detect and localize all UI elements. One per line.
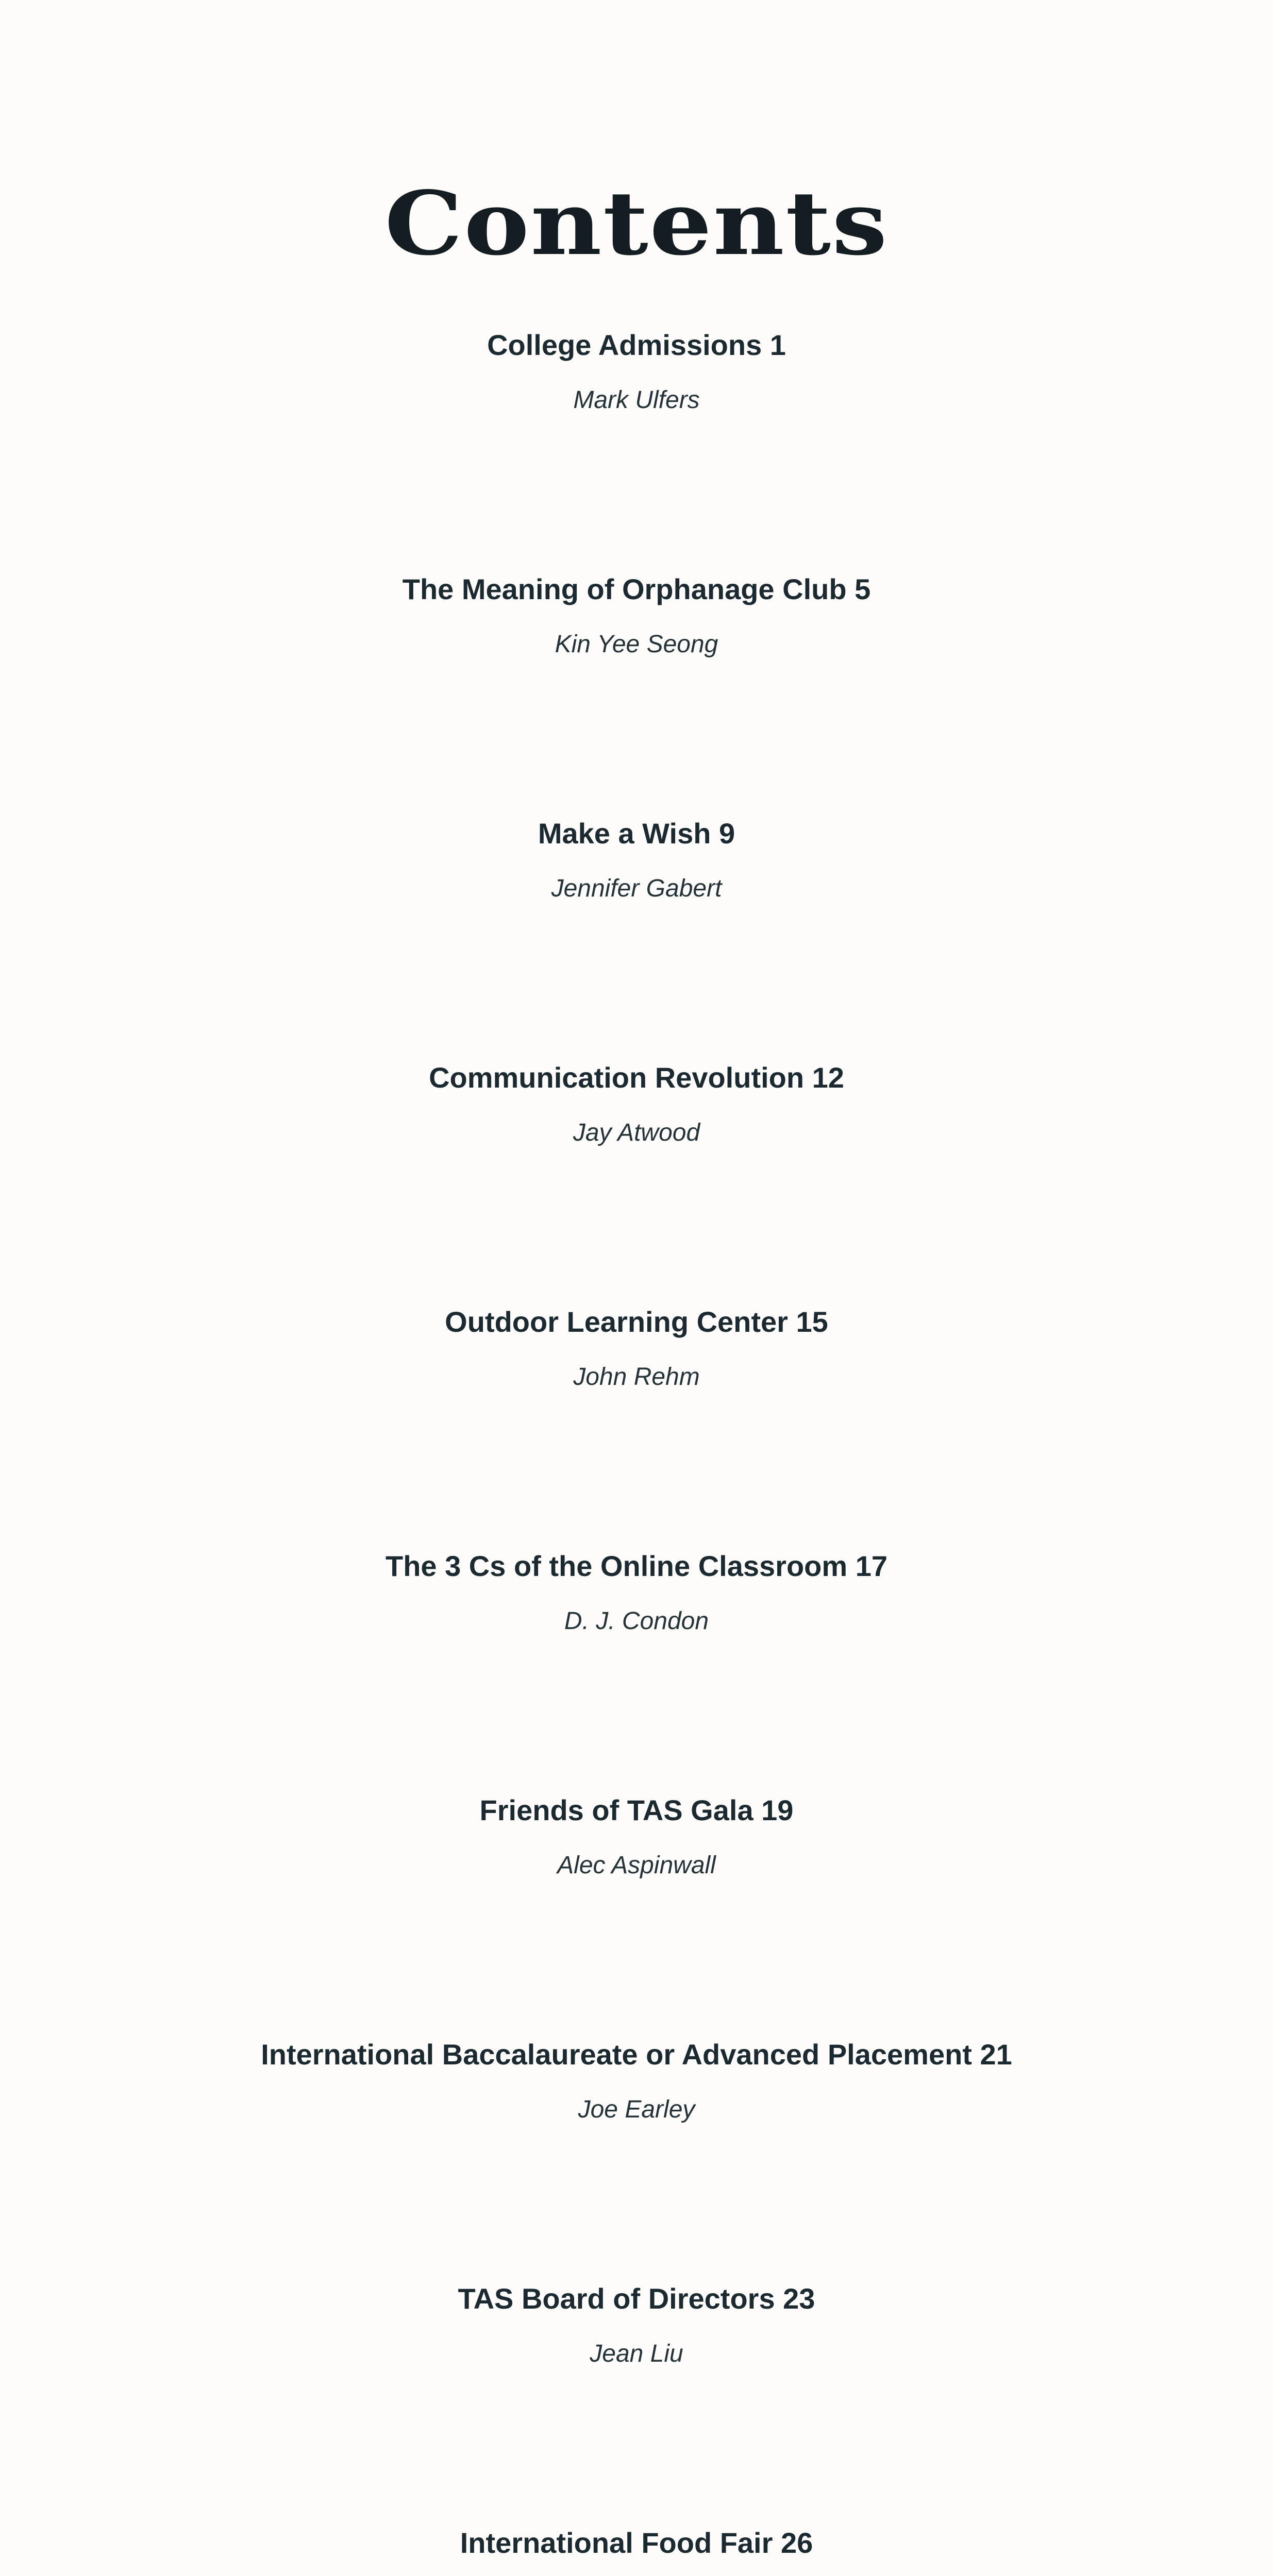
toc-entry-author: Joe Earley (578, 2096, 695, 2123)
toc-entry (0, 322, 1273, 566)
table-of-contents (0, 322, 1273, 2576)
toc-entry (0, 1543, 1273, 1787)
toc-entry-title: The 3 Cs of the Online Classroom 17 (385, 1550, 887, 1582)
toc-entry (0, 2520, 1273, 2576)
toc-entry-author: John Rehm (573, 1363, 700, 1391)
toc-entry-title: International Food Fair 26 (460, 2527, 813, 2559)
toc-entry-title: Communication Revolution 12 (429, 1061, 844, 1094)
toc-entry-title: TAS Board of Directors 23 (458, 2282, 815, 2315)
toc-entry-title: International Baccalaureate or Advanced Placement 21 (261, 2038, 1012, 2071)
toc-entry-title: College Admissions 1 (487, 329, 786, 361)
toc-entry-author: D. J. Condon (564, 1607, 709, 1635)
toc-entry-author: Kin Yee Seong (555, 631, 718, 658)
toc-entry (0, 1055, 1273, 1299)
toc-entry-title: The Meaning of Orphanage Club 5 (402, 573, 871, 605)
toc-entry (0, 1787, 1273, 2031)
toc-entry (0, 1299, 1273, 1543)
toc-entry-author: Jay Atwood (573, 1119, 700, 1146)
toc-entry (0, 810, 1273, 1055)
toc-entry-author: Alec Aspinwall (557, 1852, 716, 1879)
toc-entry (0, 566, 1273, 810)
toc-entry-author: Jean Liu (590, 2340, 683, 2367)
toc-entry-author: Jennifer Gabert (551, 875, 722, 902)
toc-entry-author: Mark Ulfers (573, 386, 700, 414)
page-title: Contents (384, 172, 889, 275)
toc-entry-title: Outdoor Learning Center 15 (445, 1306, 828, 1338)
toc-entry-title: Friends of TAS Gala 19 (479, 1794, 794, 1826)
toc-entry-title: Make a Wish 9 (538, 817, 735, 850)
toc-entry (0, 2276, 1273, 2520)
toc-entry (0, 2031, 1273, 2276)
